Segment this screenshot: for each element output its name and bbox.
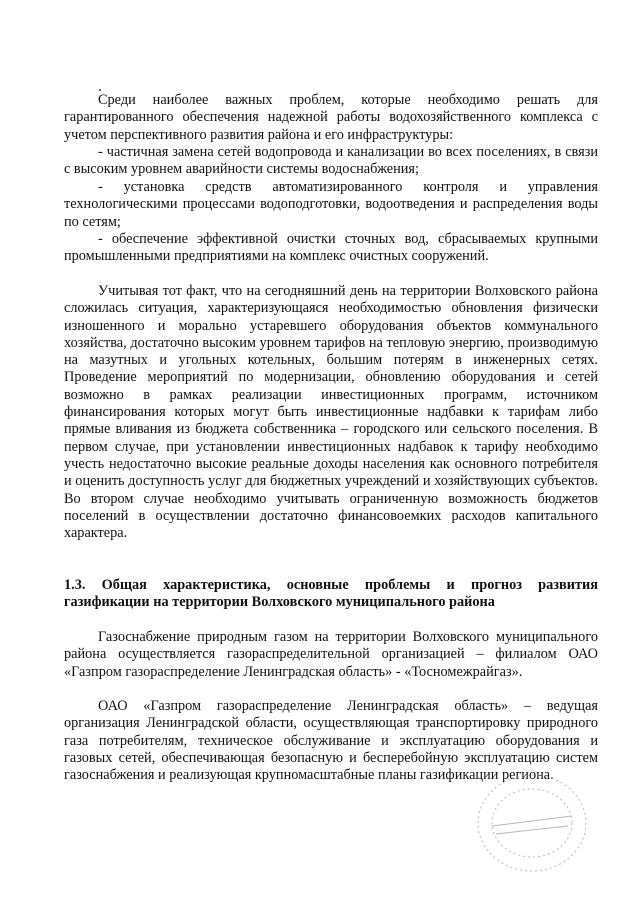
faded-stamp-icon (472, 768, 592, 878)
paragraph-gas-supply: Газоснабжение природным газом на территории Волховского муниципального района осуществляется газораспределительной организацией – филиалом ОАО «Газпром газораспределение Ленинградская область» - «Тосномежрайгаз». (64, 629, 598, 680)
list-item-automation: - установка средств автоматизированного контроля и управления технологическими процессами водоподготовки, водоотведения и распределения воды по сетям; (64, 179, 598, 230)
list-item-wastewater: - обеспечение эффективной очистки сточных вод, сбрасываемых крупными промышленными предприятиями на комплекс очистных сооружений. (64, 231, 598, 265)
paragraph-gazprom: ОАО «Газпром газораспределение Ленинградская область» – ведущая организация Ленинградской области, осуществляющая транспортировку природного газа потребителям, техническое обслуживание и эксплуатацию оборудования и газовых сетей, обеспечивающая безопасную и бесперебойную эксплуатацию систем газоснабжения и реализующая крупномасштабные планы газификации региона. (64, 698, 598, 784)
paragraph-modernization: Учитывая тот факт, что на сегодняшний день на территории Волховского района сложилась ситуация, характеризующаяся необходимостью обновления физически изношенного и морально устаревшего оборудования объектов коммунального хозяйства, достаточно высоким уровнем тарифов на тепловую энергию, производимую на мазутных и угольных котельных, большим потерям в инженерных сетях. Проведение мероприятий по модернизации, обновлению оборудования и сетей возможно в рамках реализации инвестиционных программ, источником финансирования которых могут быть инвестиционные надбавки к тарифам либо прямые вливания из бюджета собственника – городского или сельского поселения. В первом случае, при установлении инвестиционных надбавок к тарифу необходимо учесть недостаточно высокие реальные доходы населения как основного потребителя и оценить доступность услуг для бюджетных учреждений и хозяйствующих субъектов. Во втором случае необходимо учитывать ограниченную возможность бюджетов поселений в осуществлении достаточно финансовоемких расходов капитального характера. (64, 283, 598, 542)
margin-mark (99, 89, 101, 91)
section-heading: 1.3. Общая характеристика, основные проблемы и прогноз развития газификации на территории Волховского муниципального района (64, 577, 598, 611)
paragraph-intro: Среди наиболее важных проблем, которые необходимо решать для гарантированного обеспечения надежной работы водохозяйственного комплекса с учетом перспективного развития района и его инфраструктуры: (64, 92, 598, 143)
list-item-pipe-replacement: - частичная замена сетей водопровода и канализации во всех поселениях, в связи с высоким уровнем аварийности системы водоснабжения; (64, 144, 598, 178)
